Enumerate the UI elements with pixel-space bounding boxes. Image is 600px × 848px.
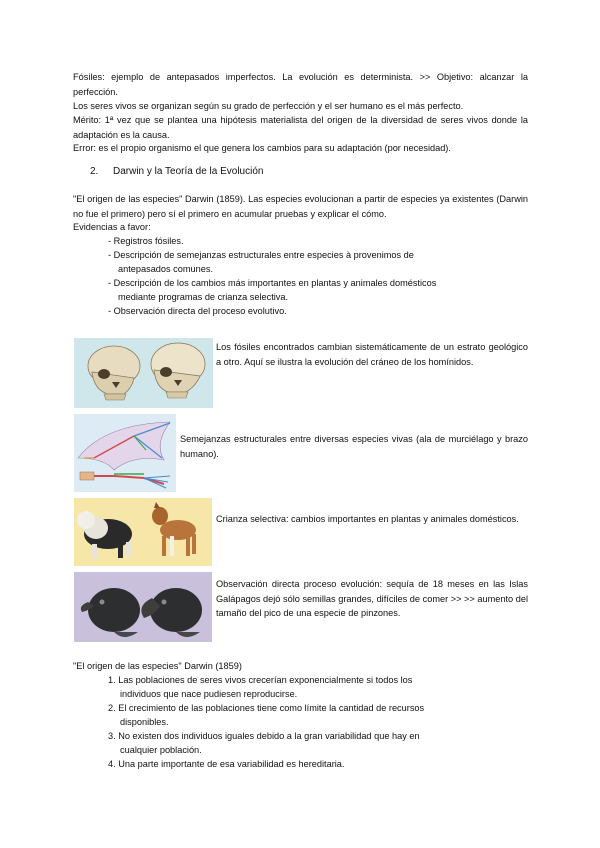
dogs-caption: Crianza selectiva: cambios importantes en plantas y animales domésticos.: [216, 514, 519, 524]
evidencias-label: Evidencias a favor:: [73, 222, 151, 232]
dogs-illustration: [74, 498, 212, 566]
postulado-item: cualquier población.: [120, 745, 202, 755]
evidencia-item: - Observación directa del proceso evolutivo.: [108, 306, 287, 316]
finch-figure: [74, 572, 212, 642]
postulados-heading: "El origen de las especies" Darwin (1859): [73, 661, 242, 671]
postulado-item: individuos que nace pudiesen reproducirse.: [120, 689, 298, 699]
skulls-illustration: [74, 338, 213, 408]
dogs-figure: [74, 498, 212, 566]
finch-caption: Observación directa proceso evolución: sequía de 18 meses en las Islas Galápagos dejó sólo semillas grandes, difíciles de comer >> >> aumento del tamaño del pico de una especie de pinzones.: [216, 579, 528, 618]
evidencia-item: antepasados comunes.: [118, 264, 214, 274]
postulado-item: 2. El crecimiento de las poblaciones tiene como límite la cantidad de recursos: [108, 703, 425, 713]
merito-paragraph: Mérito: 1ª vez que se plantea una hipótesis materialista del origen de la diversidad de seres vivos donde la adaptación es la causa.: [73, 115, 528, 140]
skulls-caption: Los fósiles encontrados cambian sistemáticamente de un estrato geológico a otro. Aquí se ilustra la evolución del cráneo de los homínidos.: [216, 342, 528, 367]
wing-caption: Semejanzas estructurales entre diversas especies vivas (ala de murciélago y brazo humano).: [180, 434, 528, 459]
evidencia-item: mediante programas de crianza selectiva.: [118, 292, 289, 302]
evidencia-item: - Descripción de semejanzas estructurales entre especies à provenimos de: [108, 250, 414, 260]
finches-illustration: [74, 572, 212, 642]
error-line: Error: es el propio organismo el que genera los cambios para su adaptación (por necesidad).: [73, 143, 451, 153]
finch-large-beak: [141, 588, 202, 637]
finch-small-beak: [81, 588, 140, 637]
fosiles-paragraph: Fósiles: ejemplo de antepasados imperfectos. La evolución es determinista. >> Objetivo: alcanzar la perfección.: [73, 72, 528, 97]
evidencia-item: - Registros fósiles.: [108, 236, 184, 246]
postulado-item: disponibles.: [120, 717, 169, 727]
wing-figure: [74, 414, 176, 492]
postulado-item: 1. Las poblaciones de seres vivos crecerían exponencialmente si todos los: [108, 675, 413, 685]
boxer: [152, 502, 196, 556]
origen-paragraph: "El origen de las especies" Darwin (1859). Las especies evolucionan a partir de especies ya existentes (Darwin no fue el primero) pero sí el primero en acumular pruebas y explicar el cómo.: [73, 194, 528, 219]
skull-left: [88, 346, 140, 400]
postulado-item: 4. Una parte importante de esa variabilidad es hereditaria.: [108, 759, 345, 769]
seres-vivos-line: Los seres vivos se organizan según su grado de perfección y el ser humano es el más perfecto.: [73, 101, 464, 111]
skull-right: [151, 343, 205, 398]
sheepdog: [77, 511, 132, 558]
skulls-figure: [74, 338, 213, 408]
bat-wing-arm-illustration: [74, 414, 176, 492]
evidencia-item: - Descripción de los cambios más importantes en plantas y animales domésticos: [108, 278, 437, 288]
section-number: 2.: [90, 166, 99, 177]
postulado-item: 3. No existen dos individuos iguales debido a la gran variabilidad que hay en: [108, 731, 420, 741]
section-title: Darwin y la Teoría de la Evolución: [113, 166, 264, 177]
